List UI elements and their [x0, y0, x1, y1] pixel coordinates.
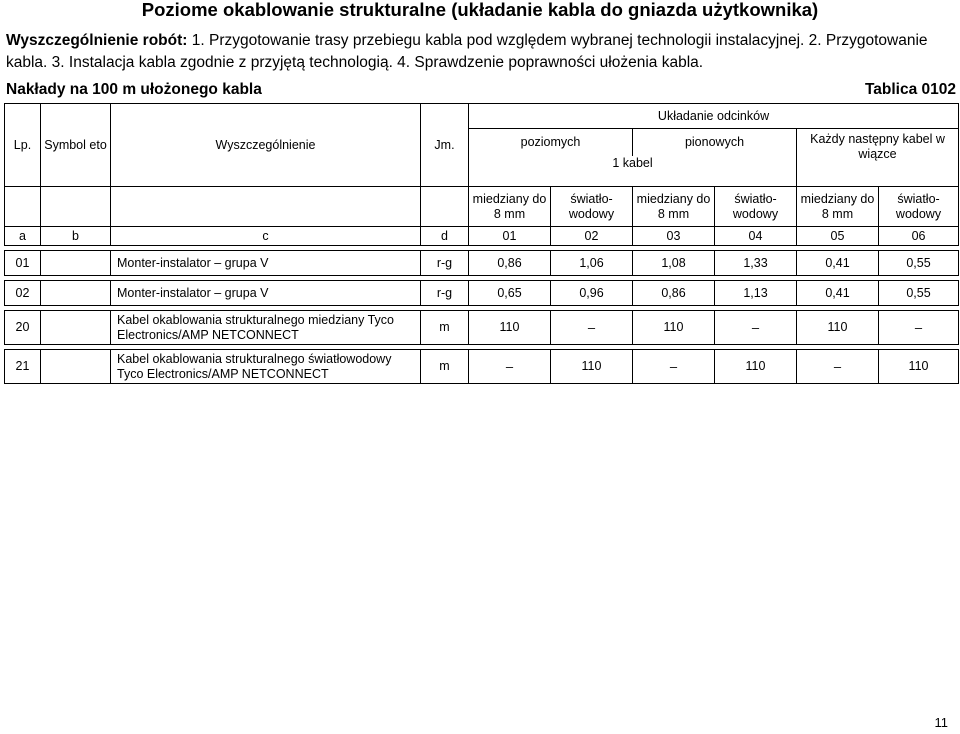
header-sub-fiber-vertical: światło-wodowy: [715, 187, 797, 227]
letter-01: 01: [469, 227, 551, 246]
row-value: 0,96: [551, 281, 633, 306]
row-value: 1,06: [551, 251, 633, 276]
row-value: 1,33: [715, 251, 797, 276]
header-horizontal: poziomych: [469, 129, 633, 156]
table-row: [5, 281, 959, 306]
row-value: 1,08: [633, 251, 715, 276]
row-value: 110: [879, 350, 959, 384]
header-laying-sections: Układanie odcinków: [469, 104, 959, 129]
row-value: 110: [797, 311, 879, 345]
row-unit: r-g: [421, 251, 469, 276]
norms-table: [4, 103, 959, 384]
row-lp: 02: [5, 281, 41, 306]
row-value: 110: [469, 311, 551, 345]
row-unit: r-g: [421, 281, 469, 306]
row-value: –: [879, 311, 959, 345]
row-name: Monter-instalator – grupa V: [111, 251, 421, 276]
header-sub-lp-filler: [5, 187, 41, 227]
table-row: [5, 251, 959, 276]
table-number: Tablica 0102: [864, 81, 956, 98]
row-value: 110: [551, 350, 633, 384]
header-description: Wyszczególnienie: [111, 104, 421, 187]
row-name: Monter-instalator – grupa V: [111, 281, 421, 306]
row-value: 1,13: [715, 281, 797, 306]
row-value: –: [469, 350, 551, 384]
header-sub-copper-horizontal: miedziany do 8 mm: [469, 187, 551, 227]
row-symbol: [41, 251, 111, 276]
letter-02: 02: [551, 227, 633, 246]
header-sub-fiber-next: światło-wodowy: [879, 187, 959, 227]
header-lp: Lp.: [5, 104, 41, 187]
expenditure-header: [6, 80, 956, 100]
header-unit: Jm.: [421, 104, 469, 187]
header-sub-symbol-filler: [41, 187, 111, 227]
row-value: 0,55: [879, 251, 959, 276]
letter-06: 06: [879, 227, 959, 246]
header-sub-copper-vertical: miedziany do 8 mm: [633, 187, 715, 227]
row-value: –: [797, 350, 879, 384]
row-value: 0,86: [469, 251, 551, 276]
header-sub-fiber-horizontal: światło-wodowy: [551, 187, 633, 227]
letter-a: a: [5, 227, 41, 246]
row-name: Kabel okablowania strukturalnego światłowodowy Tyco Electronics/AMP NETCONNECT: [111, 350, 421, 384]
header-sub-desc-filler: [111, 187, 421, 227]
header-symbol: Symbol eto: [41, 104, 111, 187]
header-one-cable: 1 kabel: [469, 156, 797, 187]
row-name: Kabel okablowania strukturalnego miedziany Tyco Electronics/AMP NETCONNECT: [111, 311, 421, 345]
row-symbol: [41, 281, 111, 306]
table-row: [5, 311, 959, 345]
row-value: 0,65: [469, 281, 551, 306]
row-value: 110: [715, 350, 797, 384]
header-vertical: pionowych: [633, 129, 797, 156]
row-value: 0,41: [797, 251, 879, 276]
row-value: –: [551, 311, 633, 345]
letter-03: 03: [633, 227, 715, 246]
row-unit: m: [421, 311, 469, 345]
header-sub-copper-next: miedziany do 8 mm: [797, 187, 879, 227]
expenditure-label: Nakłady na 100 m ułożonego kabla: [6, 81, 262, 98]
row-unit: m: [421, 350, 469, 384]
row-lp: 01: [5, 251, 41, 276]
work-description: [6, 30, 956, 74]
work-description-label: Wyszczególnienie robót:: [6, 32, 188, 49]
row-value: –: [715, 311, 797, 345]
row-value: 0,86: [633, 281, 715, 306]
row-symbol: [41, 311, 111, 345]
page-title: Poziome okablowanie strukturalne (układanie kabla do gniazda użytkownika): [141, 0, 819, 20]
page-number: 11: [934, 715, 948, 730]
header-sub-unit-filler: [421, 187, 469, 227]
letter-05: 05: [797, 227, 879, 246]
header-each-next-cable: Każdy następny kabel w wiązce: [797, 129, 959, 187]
letter-c: c: [111, 227, 421, 246]
letter-b: b: [41, 227, 111, 246]
table-row: [5, 350, 959, 384]
letter-04: 04: [715, 227, 797, 246]
row-lp: 21: [5, 350, 41, 384]
row-value: 0,55: [879, 281, 959, 306]
row-value: 110: [633, 311, 715, 345]
row-lp: 20: [5, 311, 41, 345]
letter-d: d: [421, 227, 469, 246]
row-symbol: [41, 350, 111, 384]
row-value: 0,41: [797, 281, 879, 306]
work-description-text: 1. Przygotowanie trasy przebiegu kabla pod względem wybranej technologii instalacyjnej. 2. Przygotowanie kabla. 3. Instalacja kabla zgodnie z przyjętą technologią. 4. Sprawdzenie poprawności ułożenia kabla.: [6, 32, 928, 71]
row-value: –: [633, 350, 715, 384]
